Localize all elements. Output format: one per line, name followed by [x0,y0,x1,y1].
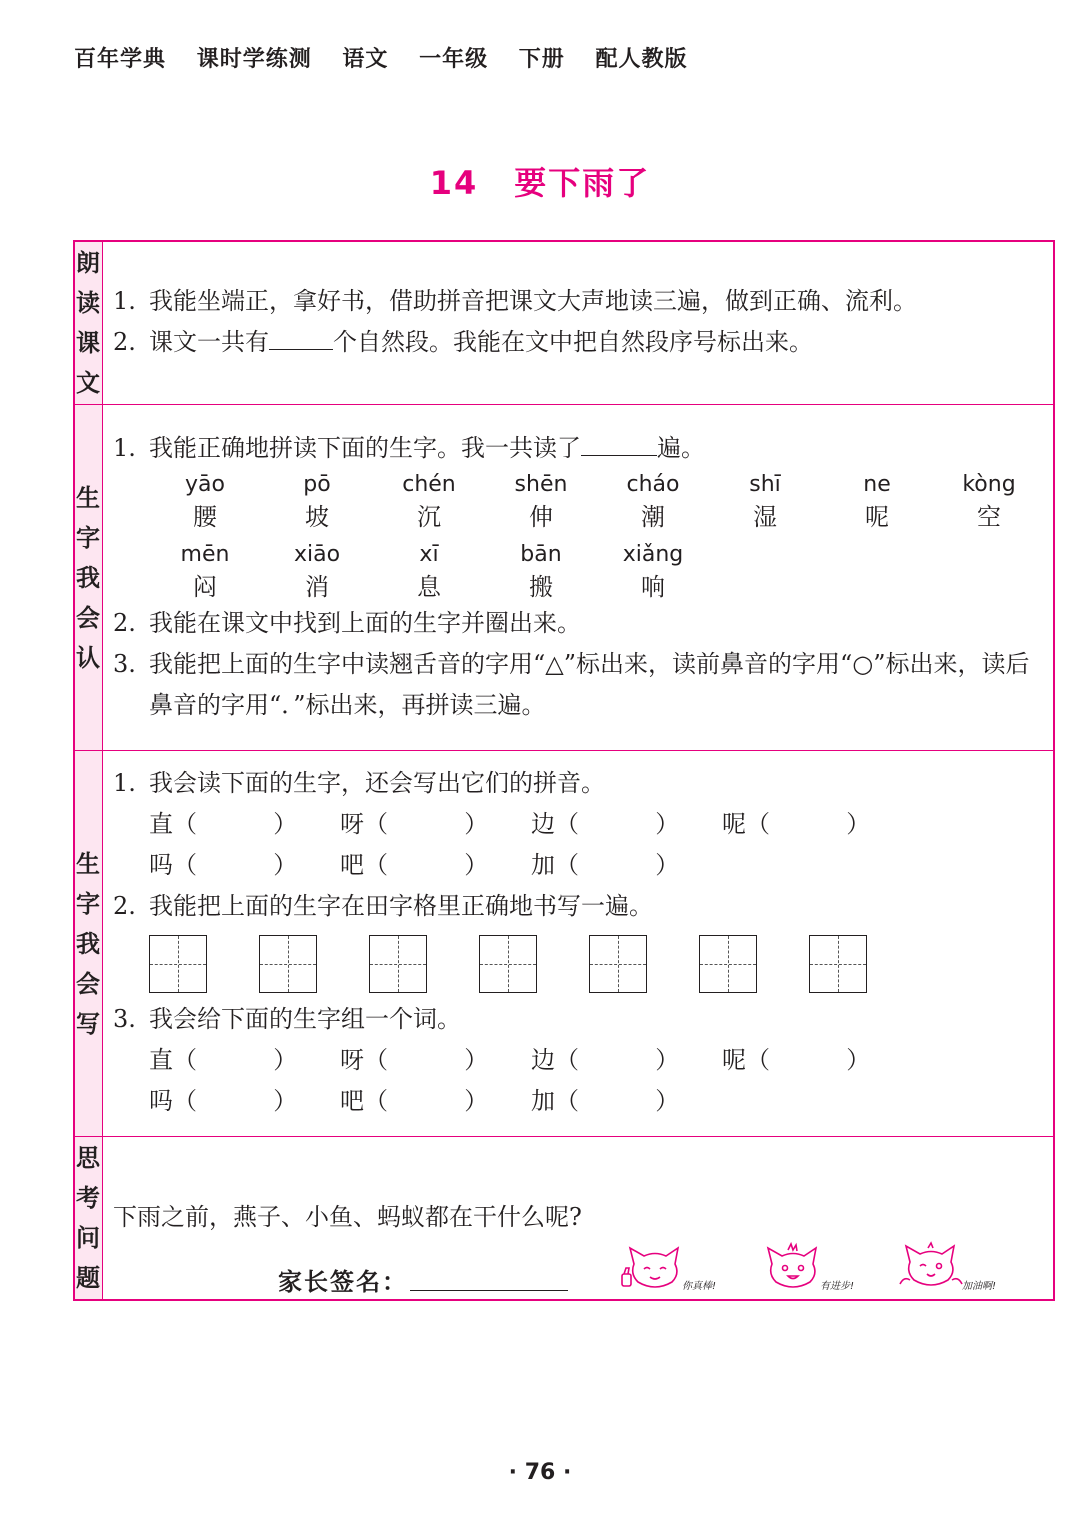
lesson-number: 14 [429,164,479,202]
write-item-2: 2. 我能把上面的生字在田字格里正确地书写一遍。 [113,892,653,920]
read-count-blank[interactable] [581,429,657,456]
cat-cheer-icon [896,1240,966,1296]
pinyin-row-2 [113,539,1045,603]
char-card: kòng 空 [962,471,1016,531]
section-write [74,751,1054,1137]
pinyin-answer-row-2: 吗（ ） 吧（ ） 加（ ） [149,851,680,879]
sticker-caption: 你真棒! [682,1281,717,1292]
header-subject: 语文 [342,47,389,72]
char-card: xī 息 [417,541,441,601]
tian-grid-box[interactable] [479,935,537,993]
section-label-recognize: 生字 我会认 [74,405,103,751]
char-card: mēn 闷 [180,541,230,601]
write-item-1: 1. 我会读下面的生字，还会写出它们的拼音。 [113,769,605,797]
sticker-caption: 加油啊! [962,1281,997,1292]
parent-signature-line[interactable] [410,1290,568,1291]
reading-item-1: 1. 我能坐端正，拿好书，借助拼音把课文大声地读三遍，做到正确、流利。 [113,287,917,315]
tian-grid-box[interactable] [149,935,207,993]
char-card: yāo 腰 [185,471,225,531]
char-card: xiāo 消 [293,541,341,601]
tian-grid-box[interactable] [589,935,647,993]
tian-grid-box[interactable] [699,935,757,993]
header-book: 课时学练测 [196,47,312,72]
recognize-item-3: 3. 我能把上面的生字中读翘舌音的字用“△”标出来，读前鼻音的字用“○”标出来，读后鼻音的字用“．”标出来，再拼读三遍。 [113,649,1030,719]
char-card: shēn 伸 [514,471,568,531]
char-card: bān 搬 [520,541,562,601]
tian-grid-box[interactable] [369,935,427,993]
sticker-caption: 有进步! [820,1281,855,1292]
cat-happy-icon [758,1240,828,1296]
tian-grid-box[interactable] [809,935,867,993]
section-label-think: 思考 问题 [74,1137,103,1301]
paragraph-count-blank[interactable] [269,323,333,350]
char-card: ne 呢 [863,471,891,531]
char-card: xiǎng 响 [622,541,684,601]
recognize-item-1: 1. 我能正确地拼读下面的生字。我一共读了 遍。 [113,428,1045,469]
sticker-cheer [896,1240,1016,1300]
cat-thumbs-up-icon [620,1240,690,1296]
worksheet-table [73,240,1055,1301]
sticker-great [620,1240,740,1300]
reading-item-2: 2. 课文一共有 个自然段。我能在文中把自然段序号标出来。 [113,322,1045,363]
lesson-name: 要下雨了 [514,164,651,202]
char-card: shī 湿 [749,471,781,531]
think-question: 下雨之前，燕子、小鱼、蚂蚁都在干什么呢? [103,1137,1055,1301]
char-card: pō 坡 [303,471,331,531]
parent-signature-label: 家长签名： [278,1268,408,1296]
char-card: chén 沉 [402,471,456,531]
header-edition: 配人教版 [595,47,688,72]
tian-grid-row [113,935,1045,993]
pinyin-row-1 [113,469,1045,533]
header-series: 百年学典 [74,47,167,72]
section-reading [74,241,1054,405]
sticker-progress [758,1240,878,1300]
char-card: cháo 潮 [626,471,680,531]
book-header [74,42,709,73]
tian-grid-box[interactable] [259,935,317,993]
section-recognize [74,405,1054,751]
header-volume: 下册 [518,47,565,72]
recognize-item-2: 2. 我能在课文中找到上面的生字并圈出来。 [113,608,581,637]
pinyin-answer-row-1: 直（ ） 呀（ ） 边（ ） 呢（ ） [149,810,871,838]
section-label-reading: 朗读 课文 [74,241,103,405]
lesson-title [0,158,1080,204]
write-item-3: 3. 我会给下面的生字组一个词。 [113,1005,461,1033]
word-answer-row-2: 吗（ ） 吧（ ） 加（ ） [149,1087,680,1115]
header-grade: 一年级 [419,47,489,72]
section-label-write: 生字 我会写 [74,751,103,1137]
word-answer-row-1: 直（ ） 呀（ ） 边（ ） 呢（ ） [149,1046,871,1074]
page-number: · 76 · [508,1460,572,1485]
